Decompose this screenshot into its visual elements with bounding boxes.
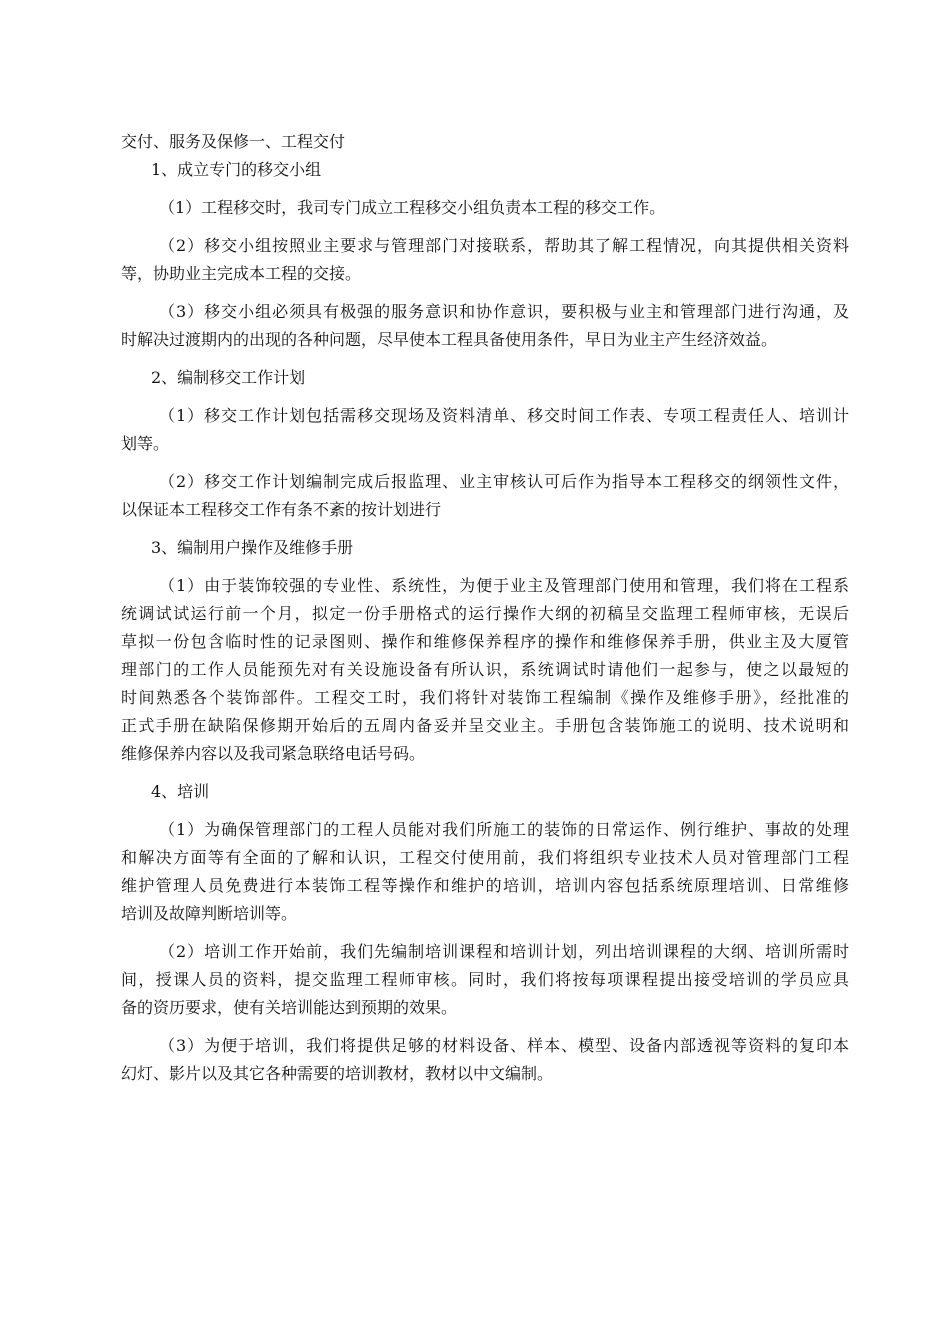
sections-container [121,156,849,1088]
paragraph-line: 维修保养内容以及我司紧急联络电话号码。 [121,744,426,763]
paragraph-line: （3）移交小组必须具有极强的服务意识和协作意识，要积极与业主和管理部门进行沟通，及 [159,302,849,321]
paragraph-line: （1）工程移交时，我司专门成立工程移交小组负责本工程的移交工作。 [159,198,666,217]
section-heading: 4、培训 [151,782,210,801]
paragraph-line: 草拟一份包含临时性的记录图则、操作和维修保养程序的操作和维修保养手册，供业主及大厦管 [121,632,849,651]
paragraph [121,194,849,222]
paragraph-line: 维护管理人员免费进行本装饰工程等操作和维护的培训，培训内容包括系统原理培训、日常维修 [121,876,849,895]
paragraph-line: （2）培训工作开始前，我们先编制培训课程和培训计划，列出培训课程的大纲、培训所需时 [159,942,849,961]
paragraph-line: 时解决过渡期内的出现的各种问题，尽早使本工程具备使用条件，早日为业主产生经济效益。 [121,330,778,349]
paragraph-line: （3）为便于培训，我们将提供足够的材料设备、样本、模型、设备内部透视等资料的复印本 [159,1036,849,1055]
paragraph-line: 划等。 [121,434,170,453]
paragraph-line: 理部门的工作人员能预先对有关设施设备有所认识，系统调试时请他们一起参与，使之以最短的 [121,660,849,679]
paragraph-line: 间，授课人员的资料，提交监理工程师审核。同时，我们将按每项课程提出接受培训的学员应具 [121,970,849,989]
paragraph-line: （1）为确保管理部门的工程人员能对我们所施工的装饰的日常运作、例行维护、事故的处理 [159,820,849,839]
paragraph [121,232,849,288]
paragraph-line: （2）移交小组按照业主要求与管理部门对接联系，帮助其了解工程情况，向其提供相关资料 [159,236,849,255]
paragraph-line: （2）移交工作计划编制完成后报监理、业主审核认可后作为指导本工程移交的纲领性文件， [159,472,849,491]
paragraph-line: 培训及故障判断培训等。 [121,904,298,923]
paragraph-line: 等，协助业主完成本工程的交接。 [121,264,362,283]
paragraph [121,816,849,928]
paragraph-line: 正式手册在缺陷保修期开始后的五周内备妥并呈交业主。手册包含装饰施工的说明、技术说明和 [121,716,849,735]
paragraph-line: 以保证本工程移交工作有条不紊的按计划进行 [121,500,442,519]
paragraph [121,572,849,768]
section-heading: 2、编制移交工作计划 [151,368,306,387]
paragraph [121,1032,849,1088]
section-heading: 3、编制用户操作及维修手册 [151,538,354,557]
paragraph [121,402,849,458]
paragraph-line: 统调试试运行前一个月，拟定一份手册格式的运行操作大纲的初稿呈交监理工程师审核，无误后 [121,604,849,623]
paragraph-line: （1）移交工作计划包括需移交现场及资料清单、移交时间工作表、专项工程责任人、培训计 [159,406,849,425]
document-title: 交付、服务及保修一、工程交付 [121,132,346,151]
paragraph [121,938,849,1022]
section-heading: 1、成立专门的移交小组 [151,160,322,179]
paragraph [121,298,849,354]
paragraph-line: 备的资历要求，使有关培训能达到预期的效果。 [121,998,458,1017]
document-body [121,128,849,1098]
paragraph [121,468,849,524]
paragraph-line: （1）由于装饰较强的专业性、系统性，为便于业主及管理部门使用和管理，我们将在工程系 [159,576,849,595]
paragraph-line: 和解决方面等有全面的了解和认识，工程交付使用前，我们将组织专业技术人员对管理部门工程 [121,848,849,867]
paragraph-line: 幻灯、影片以及其它各种需要的培训教材，教材以中文编制。 [121,1064,554,1083]
paragraph-line: 时间熟悉各个装饰部件。工程交工时，我们将针对装饰工程编制《操作及维修手册》，经批准的 [121,688,849,707]
